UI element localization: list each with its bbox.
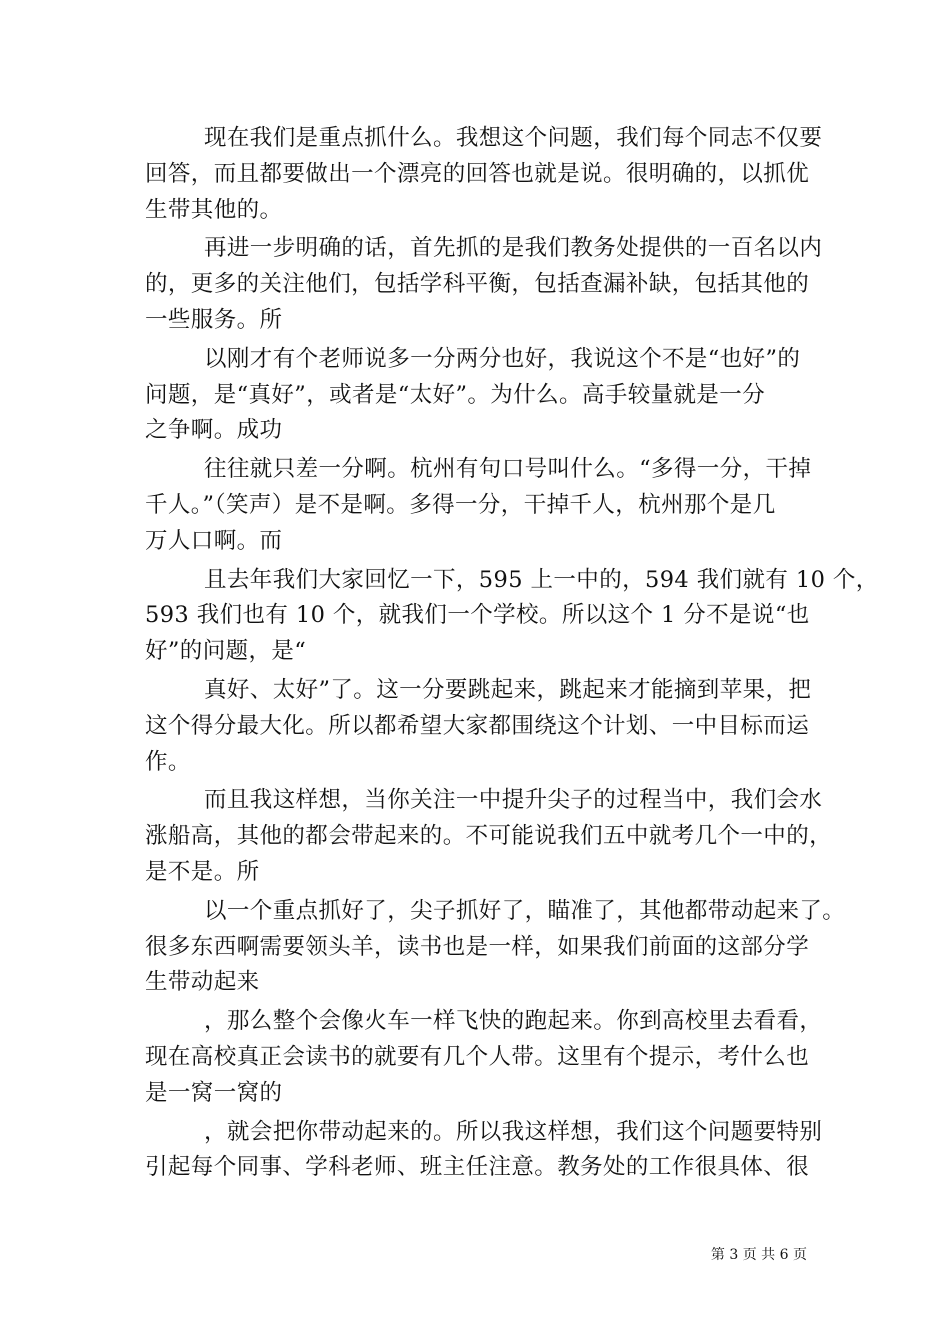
text-line: 再进一步明确的话，首先抓的是我们教务处提供的一百名以内 xyxy=(204,235,823,262)
text-line: 好”的问题，是“ xyxy=(145,638,307,665)
paragraph xyxy=(145,1004,823,1111)
paragraph xyxy=(145,452,817,559)
text-line: 回答，而且都要做出一个漂亮的回答也就是说。很明确的，以抓优 xyxy=(145,160,810,187)
text-line: 以一个重点抓好了，尖子抓好了，瞄准了，其他都带动起来了。 xyxy=(204,897,846,924)
text-line: 生带动起来 xyxy=(145,969,260,996)
paragraph xyxy=(145,342,817,449)
page-footer xyxy=(711,1246,807,1264)
text-line: 很多东西啊需要领头羊，读书也是一样，如果我们前面的这部分学 xyxy=(145,933,810,960)
text-line: 引起每个同事、学科老师、班主任注意。教务处的工作很具体、很 xyxy=(145,1154,810,1181)
text-line: 且去年我们大家回忆一下，595 上一中的，594 我们就有 10 个， xyxy=(204,566,879,593)
text-line: 是一窝一窝的 xyxy=(145,1079,283,1106)
text-line: ，就会把你带动起来的。所以我这样想，我们这个问题要特别 xyxy=(204,1118,823,1145)
paragraph xyxy=(145,121,823,228)
text-line: 生带其他的。 xyxy=(145,196,283,223)
text-line: 问题，是“真好”，或者是“太好”。为什么。高手较量就是一分 xyxy=(145,381,766,408)
paragraph xyxy=(145,1115,823,1187)
text-line: 涨船高，其他的都会带起来的。不可能说我们五中就考几个一中的， xyxy=(145,823,833,850)
paragraph xyxy=(145,783,833,890)
document-body xyxy=(145,121,879,1189)
text-line: 这个得分最大化。所以都希望大家都围绕这个计划、一中目标而运 xyxy=(145,712,810,739)
text-line: 一些服务。所 xyxy=(145,306,283,333)
text-line: 之争啊。成功 xyxy=(145,417,283,444)
text-line: 现在我们是重点抓什么。我想这个问题，我们每个同志不仅要 xyxy=(204,125,823,151)
paragraph xyxy=(145,673,817,780)
text-line: ，那么整个会像火车一样飞快的跑起来。你到高校里去看看， xyxy=(204,1008,823,1035)
text-line: 往往就只差一分啊。杭州有句口号叫什么。“多得一分，干掉 xyxy=(204,456,812,483)
paragraph xyxy=(145,894,846,1001)
text-line: 的，更多的关注他们，包括学科平衡，包括查漏补缺，包括其他的 xyxy=(145,271,810,298)
text-line: 是不是。所 xyxy=(145,858,260,885)
paragraph xyxy=(145,231,823,338)
text-line: 而且我这样想，当你关注一中提升尖子的过程当中，我们会水 xyxy=(204,787,823,814)
text-line: 作。 xyxy=(145,748,191,775)
text-line: 真好、太好”了。这一分要跳起来，跳起来才能摘到苹果，把 xyxy=(204,676,812,703)
text-line: 593 我们也有 10 个，就我们一个学校。所以这个 1 分不是说“也 xyxy=(145,602,810,629)
text-line: 千人。”（笑声）是不是啊。多得一分，干掉千人，杭州那个是几 xyxy=(145,491,776,518)
page-number-label: 第 3 页 共 6 页 xyxy=(710,1247,807,1263)
paragraph xyxy=(145,563,879,670)
text-line: 万人口啊。而 xyxy=(145,527,283,554)
text-line: 现在高校真正会读书的就要有几个人带。这里有个提示，考什么也 xyxy=(145,1043,810,1070)
text-line: 以刚才有个老师说多一分两分也好，我说这个不是“也好”的 xyxy=(204,345,801,372)
